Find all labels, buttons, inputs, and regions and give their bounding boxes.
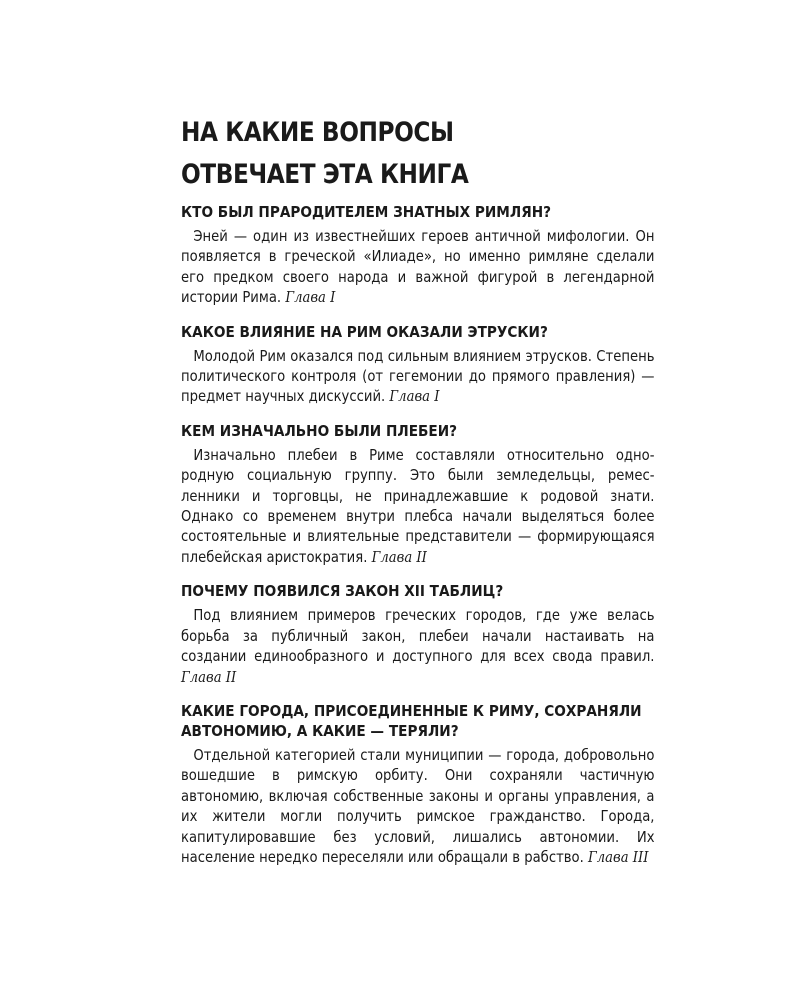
qa-section-2 bbox=[181, 322, 653, 407]
chapter-reference: Глава I bbox=[389, 387, 440, 406]
book-page bbox=[181, 112, 653, 867]
chapter-reference: Глава I bbox=[285, 288, 336, 307]
answer-text: Эней — один из известнейших героев античной мифологии. Он появляется в греческой «Илиаде», но именно римляне сделали его предком своего народа и важной фигурой в легендарной истории Рима. bbox=[181, 227, 655, 307]
page-title bbox=[181, 112, 587, 196]
qa-section-4 bbox=[181, 581, 653, 687]
chapter-reference: Глава II bbox=[181, 667, 237, 686]
answer-paragraph bbox=[181, 226, 655, 308]
answer-text: Молодой Рим оказался под сильным влиянием этрусков. Степень политического контроля (от гегемонии до прямого правления) — предмет научных дискуссий. bbox=[181, 346, 655, 406]
answer-paragraph bbox=[181, 346, 655, 407]
question-heading: КТО БЫЛ ПРАРОДИТЕЛЕМ ЗНАТНЫХ РИМЛЯН? bbox=[181, 203, 552, 221]
answer-paragraph bbox=[181, 605, 655, 687]
question-heading: КАКОЕ ВЛИЯНИЕ НА РИМ ОКАЗАЛИ ЭТРУСКИ? bbox=[181, 322, 548, 341]
qa-section-3 bbox=[181, 421, 653, 567]
qa-section-1 bbox=[181, 202, 653, 308]
qa-section-5 bbox=[181, 701, 653, 867]
page-title-line-1: НА КАКИЕ ВОПРОСЫ bbox=[181, 117, 454, 148]
chapter-reference: Глава III bbox=[588, 847, 649, 866]
question-heading: КАКИЕ ГОРОДА, ПРИСОЕДИНЕННЫЕ К РИМУ, СОХРАНЯЛИ АВТОНОМИЮ, А КАКИЕ — ТЕРЯЛИ? bbox=[181, 701, 642, 740]
page-title-line-2: ОТВЕЧАЕТ ЭТА КНИГА bbox=[181, 159, 469, 190]
answer-text: Под влиянием примеров греческих городов, где уже велась борьба за публичный закон, плебеи начали настаивать на создании единообразного и доступного для всех свода правил. bbox=[181, 606, 655, 666]
question-heading: КЕМ ИЗНАЧАЛЬНО БЫЛИ ПЛЕБЕИ? bbox=[181, 421, 458, 440]
answer-text: Изначально плебеи в Риме составляли относительно однородную социальную группу. Это были земледельцы, ремесленники и торговцы, не принадлежавшие к родовой знати. Однако со временем внутри плебса начали выделяться более состоятельные и влиятельные представители — формирующаяся плебейская аристократия. bbox=[181, 445, 655, 566]
answer-paragraph bbox=[181, 445, 655, 567]
answer-text: Отдельной категорией стали муниципии — города, добровольно вошедшие в римскую орбиту. Они сохраняли частичную автономию, включая собственные законы и органы управления, а их жители могли получить римское гражданство. Города, капитулировавшие без условий, лишались автономии. Их население нередко переселяли или обращали в рабство. bbox=[181, 745, 655, 866]
chapter-reference: Глава II bbox=[371, 547, 427, 566]
answer-paragraph bbox=[181, 745, 655, 867]
question-heading: ПОЧЕМУ ПОЯВИЛСЯ ЗАКОН XII ТАБЛИЦ? bbox=[181, 582, 504, 601]
